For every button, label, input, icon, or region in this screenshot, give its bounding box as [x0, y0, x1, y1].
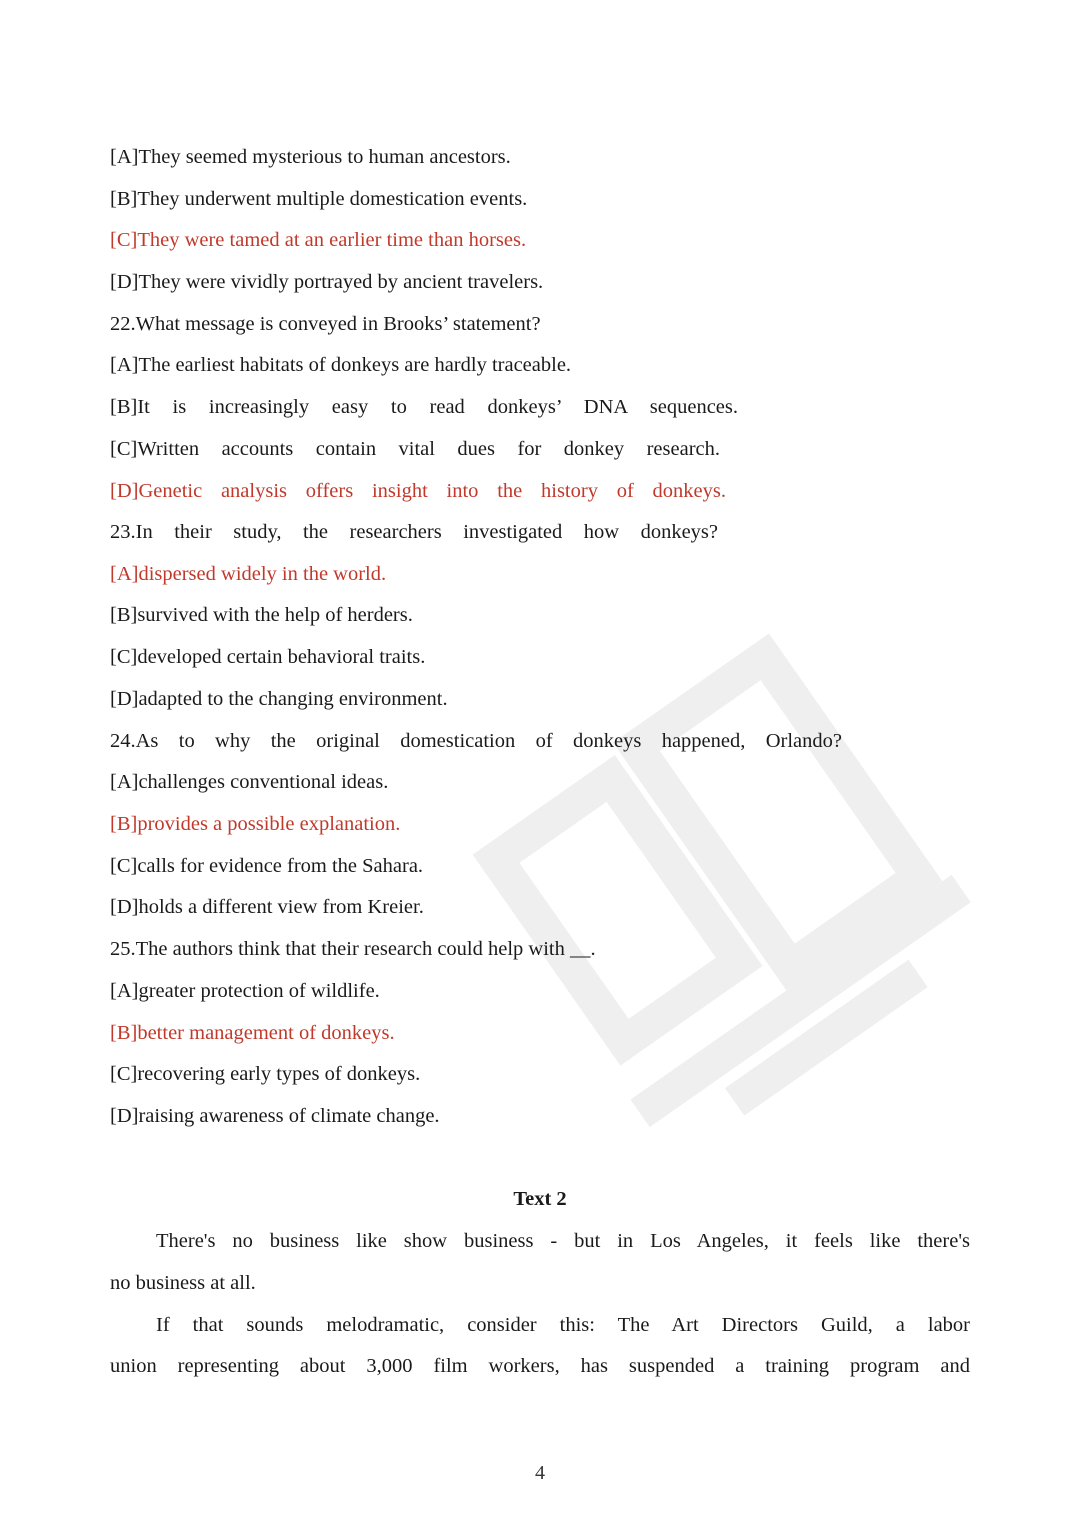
text2-paragraph-1-line-1: There's no business like show business - but in Los Angeles, it feels like there's — [156, 1230, 970, 1252]
q24-option-b-answer: [B]provides a possible explanation. — [110, 813, 401, 835]
q21-option-a: [A]They seemed mysterious to human ancestors. — [110, 146, 511, 168]
q22-option-c: [C]Written accounts contain vital dues for donkey research. — [110, 438, 720, 460]
q23-option-d: [D]adapted to the changing environment. — [110, 688, 448, 710]
q22-option-a: [A]The earliest habitats of donkeys are hardly traceable. — [110, 354, 572, 376]
page-number: 4 — [535, 1462, 545, 1484]
text2-paragraph-2-line-1: If that sounds melodramatic, consider this: The Art Directors Guild, a labor — [156, 1314, 970, 1336]
q21-option-c-answer: [C]They were tamed at an earlier time than horses. — [110, 229, 527, 251]
q25-option-b-answer: [B]better management of donkeys. — [110, 1022, 395, 1044]
q25-option-a: [A]greater protection of wildlife. — [110, 980, 380, 1002]
q21-option-b: [B]They underwent multiple domestication events. — [110, 188, 528, 210]
q22-stem: 22.What message is conveyed in Brooks’ statement? — [110, 313, 541, 335]
q24-stem: 24.As to why the original domestication of donkeys happened, Orlando? — [110, 730, 842, 752]
q24-option-d: [D]holds a different view from Kreier. — [110, 896, 424, 918]
q23-option-b: [B]survived with the help of herders. — [110, 604, 413, 626]
q23-option-a-answer: [A]dispersed widely in the world. — [110, 563, 387, 585]
text2-paragraph-2-line-2: union representing about 3,000 film workers, has suspended a training program and — [110, 1355, 970, 1377]
q22-option-d-answer: [D]Genetic analysis offers insight into the history of donkeys. — [110, 480, 726, 502]
section-heading-text-2: Text 2 — [513, 1188, 567, 1210]
q22-option-b: [B]It is increasingly easy to read donkeys’ DNA sequences. — [110, 396, 738, 418]
q21-option-d: [D]They were vividly portrayed by ancient travelers. — [110, 271, 544, 293]
q23-option-c: [C]developed certain behavioral traits. — [110, 646, 426, 668]
q24-option-a: [A]challenges conventional ideas. — [110, 771, 389, 793]
q25-option-d: [D]raising awareness of climate change. — [110, 1105, 440, 1127]
q23-stem: 23.In their study, the researchers investigated how donkeys? — [110, 521, 718, 543]
q25-option-c: [C]recovering early types of donkeys. — [110, 1063, 421, 1085]
text2-paragraph-1-line-2: no business at all. — [110, 1272, 256, 1294]
q24-option-c: [C]calls for evidence from the Sahara. — [110, 855, 424, 877]
q25-stem: 25.The authors think that their research could help with __. — [110, 938, 596, 960]
